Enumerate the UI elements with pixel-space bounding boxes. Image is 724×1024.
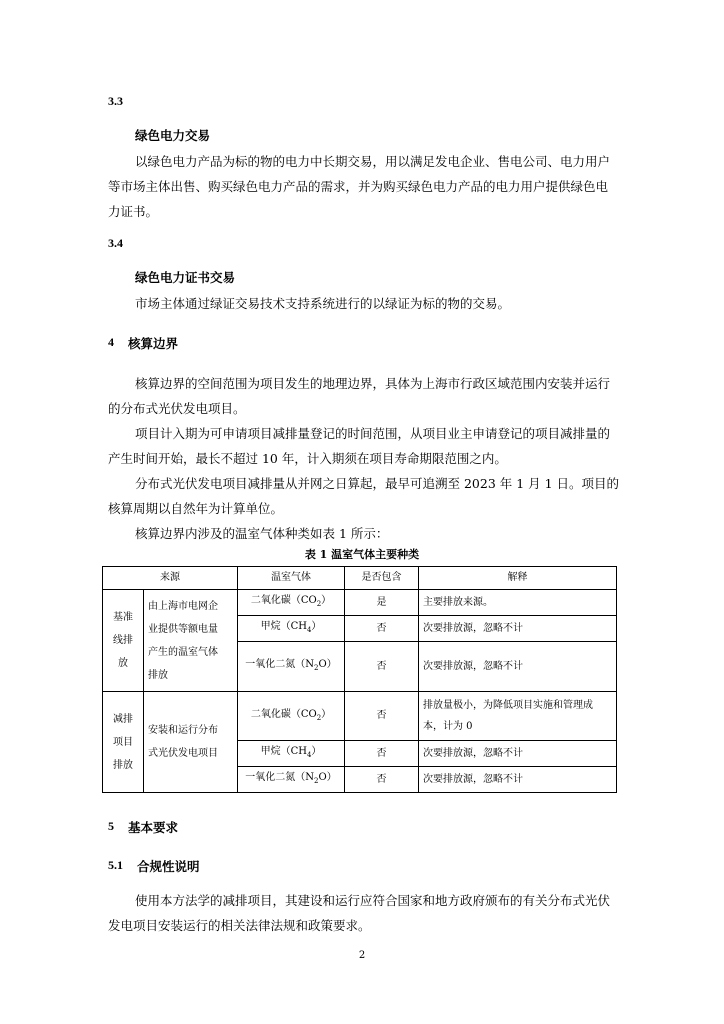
section-5-1-line-2: 发电项目安装运行的相关法律法规和政策要求。: [108, 918, 371, 933]
table-caption: 表 1 温室气体主要种类: [304, 548, 420, 561]
section-4-p2-line-1: 项目计入期为可申请项目减排量登记的时间范围，从项目业主申请登记的项目减排量的: [135, 426, 611, 441]
baseline-group-label: [103, 590, 144, 692]
section-4-title: 核算边界: [128, 336, 179, 351]
section-5-number: 5: [108, 819, 114, 833]
table-header-cell: 解释: [419, 567, 617, 590]
source-line: 排放: [148, 669, 168, 681]
table-header-row: [103, 567, 617, 590]
section-3-3-line-2: 等市场主体出售、购买绿色电力产品的需求，并为购买绿色电力产品的电力用户提供绿色电: [108, 179, 609, 194]
explanation-cell: 排放量极小，为降低项目实施和管理成本，计为 0: [419, 692, 617, 741]
section-3-3-title: 绿色电力交易: [135, 128, 211, 143]
greenhouse-gas-table: [102, 566, 617, 793]
section-4-p3-line-2: 核算周期以自然年为计算单位。: [108, 501, 284, 516]
included-cell: 否: [345, 741, 419, 767]
source-line: 业提供等额电量: [148, 623, 218, 635]
source-line: 产生的温室气体: [148, 646, 218, 658]
source-line: 由上海市电网企: [148, 600, 218, 612]
included-cell: 否: [345, 692, 419, 741]
gas-cell: 甲烷$(CH_4)$: [238, 616, 345, 642]
label-line: 线排: [113, 635, 133, 646]
label-line: 减排: [113, 713, 133, 725]
gas-cell: 一氧化二氮$(N_2O)$: [238, 767, 345, 793]
section-5-title: 基本要求: [128, 820, 179, 835]
label-line: 基准: [113, 612, 133, 623]
explanation-cell: 主要排放来源。: [419, 590, 617, 616]
section-4-p2-line-2: 产生时间开始，最长不超过 10 年，计入期须在项目寿命期限范围之内。: [108, 451, 507, 466]
section-4-p3-line-1: 分布式光伏发电项目减排量从并网之日算起，最早可追溯至 2023 年 1 月 1 日。项目的: [135, 476, 620, 491]
section-4-p4: 核算边界内涉及的温室气体种类如表 1 所示：: [135, 526, 389, 541]
section-4-number: 4: [108, 335, 114, 349]
section-3-3-number: 3.3: [108, 94, 123, 108]
label-line: 放: [118, 658, 128, 669]
section-5-1-title: 合规性说明: [137, 859, 200, 874]
included-cell: 是: [345, 590, 419, 616]
gas-cell: 二氧化碳$(CO_2)$: [238, 692, 345, 741]
label-line: 项目: [113, 736, 133, 748]
included-cell: 否: [345, 767, 419, 793]
section-3-4-title: 绿色电力证书交易: [135, 270, 236, 285]
section-4-p1-line-1: 核算边界的空间范围为项目发生的地理边界，具体为上海市行政区域范围内安装并运行: [135, 376, 611, 391]
explanation-cell: 次要排放源，忽略不计: [419, 767, 617, 793]
section-3-4-number: 3.4: [108, 236, 123, 250]
table-header-cell: 来源: [103, 567, 238, 590]
source-line: 式光伏发电项目: [148, 748, 218, 759]
label-line: 排放: [113, 759, 133, 771]
gas-cell: 一氧化二氮$(N_2O)$: [238, 642, 345, 692]
explanation-cell: 次要排放源，忽略不计: [419, 741, 617, 767]
table-header-cell: 是否包含: [345, 567, 419, 590]
section-3-3-line-3: 力证书。: [108, 204, 159, 219]
project-group-label: [103, 692, 144, 793]
section-3-3-line-1: 以绿色电力产品为标的物的电力中长期交易，用以满足发电企业、售电公司、电力用户: [135, 154, 611, 169]
section-3-4-line-1: 市场主体通过绿证交易技术支持系统进行的以绿证为标的物的交易。: [135, 296, 511, 311]
table-row: [103, 692, 617, 741]
section-5-1-number: 5.1: [108, 858, 123, 872]
explanation-cell: 次要排放源，忽略不计: [419, 642, 617, 692]
project-source-cell: [144, 692, 238, 793]
page-number: 2: [358, 950, 366, 961]
included-cell: 否: [345, 642, 419, 692]
table-row: [103, 590, 617, 616]
baseline-source-cell: [144, 590, 238, 692]
gas-cell: 甲烷$(CH_4)$: [238, 741, 345, 767]
explanation-cell: 次要排放源，忽略不计: [419, 616, 617, 642]
included-cell: 否: [345, 616, 419, 642]
section-4-p1-line-2: 的分布式光伏发电项目。: [108, 401, 246, 416]
source-line: 安装和运行分布: [148, 725, 218, 736]
section-5-1-line-1: 使用本方法学的减排项目，其建设和运行应符合国家和地方政府颁布的有关分布式光伏: [135, 893, 611, 908]
gas-cell: 二氧化碳$(CO_2)$: [238, 590, 345, 616]
table-header-cell: 温室气体: [238, 567, 345, 590]
